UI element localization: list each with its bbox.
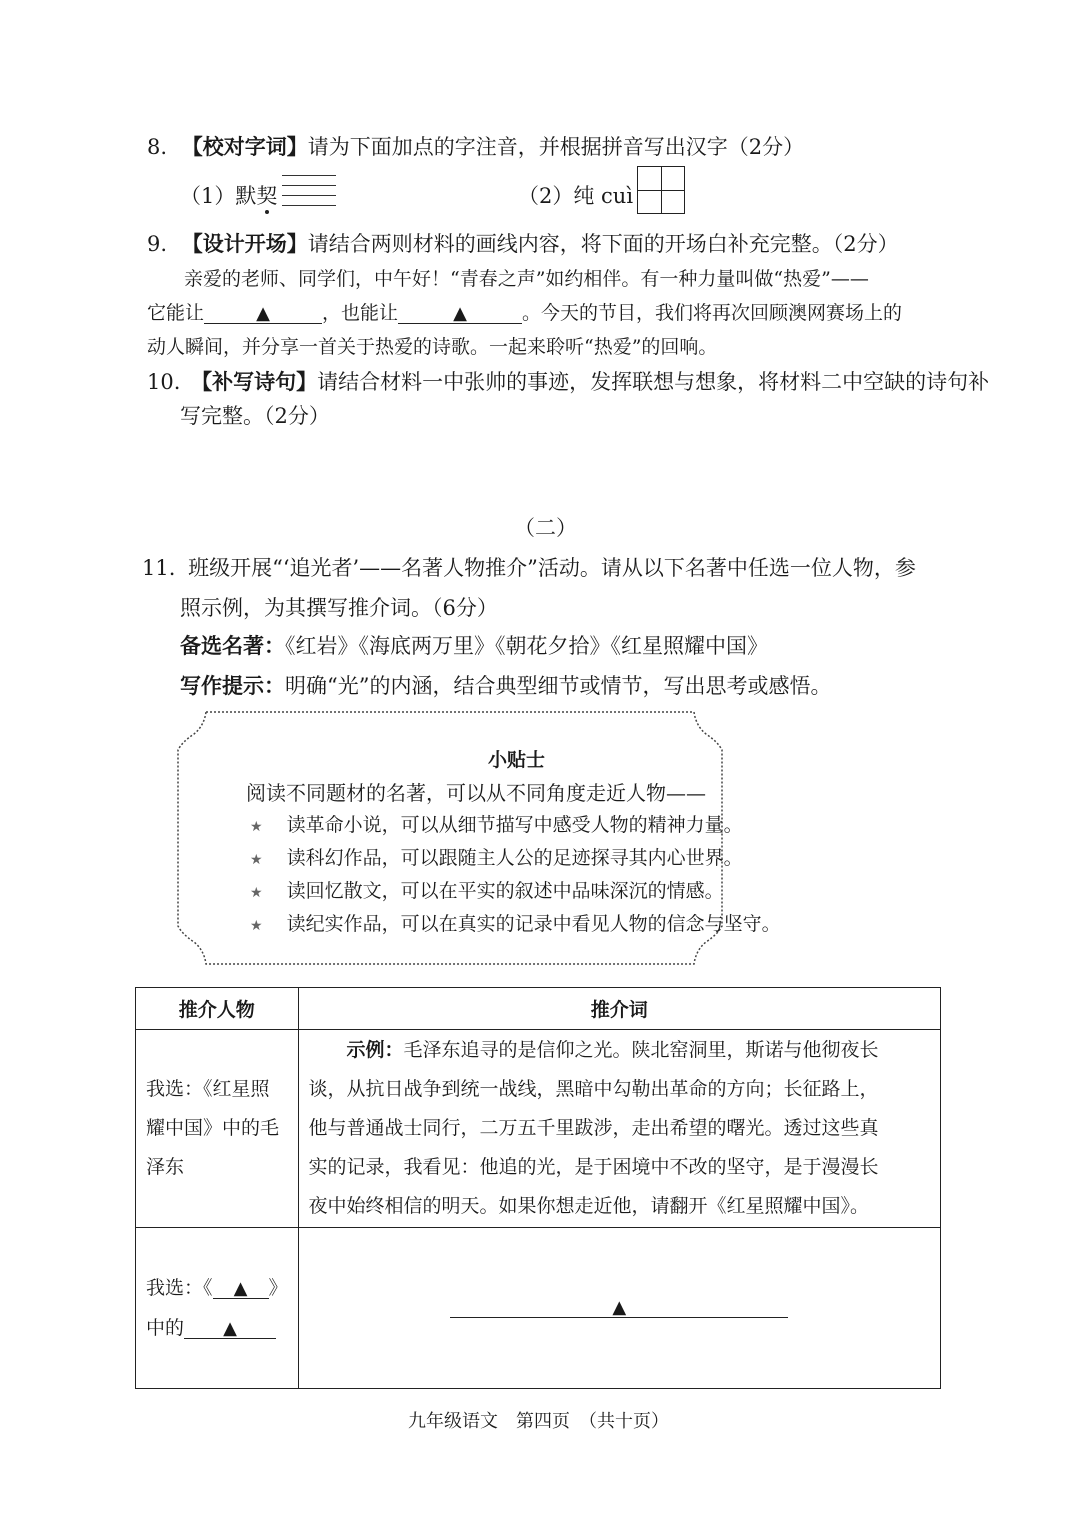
q10-number: 10. bbox=[147, 370, 181, 394]
example-intro-line: 他与普通战士同行，二万五千里跋涉，走出希望的曙光。透过这些真 bbox=[308, 1117, 879, 1139]
q8-line bbox=[147, 131, 804, 161]
tips-item-text: 读回忆散文，可以在平实的叙述中品味深沉的情感。 bbox=[286, 880, 724, 902]
col-header-intro-label: 推介词 bbox=[590, 999, 648, 1021]
pinyin-answer-lines[interactable] bbox=[282, 173, 336, 211]
example-intro-cell bbox=[298, 1030, 940, 1228]
q8-item1-label: （1）默 bbox=[180, 184, 257, 208]
q8-item2-label: （2）纯 cuì bbox=[518, 184, 634, 208]
q9-opening-line1: 亲爱的老师、同学们，中午好！“青春之声”如约相伴。有一种力量叫做“热爱”—— bbox=[184, 268, 869, 290]
table-row-example bbox=[136, 1030, 941, 1228]
answer-intro-cell bbox=[298, 1228, 940, 1389]
recommendation-table bbox=[135, 987, 941, 1389]
star-icon: ★ bbox=[250, 852, 263, 868]
example-person-line: 耀中国》中的毛 bbox=[146, 1117, 280, 1139]
answer-book-blank[interactable] bbox=[213, 1279, 269, 1299]
example-person-line: 我选：《红星照 bbox=[146, 1078, 270, 1100]
q8-dotted-char: 契 bbox=[256, 184, 278, 208]
q9-text: 请结合两则材料的画线内容，将下面的开场白补充完整。（2分） bbox=[307, 232, 899, 256]
col-header-person bbox=[136, 988, 299, 1030]
answer-book-line bbox=[146, 1268, 288, 1308]
tianzi-grid-box[interactable] bbox=[637, 166, 685, 214]
tips-title: 小贴士 bbox=[488, 749, 546, 771]
books-list: 《红岩》《海底两万里》《朝花夕拾》《红星照耀中国》 bbox=[285, 634, 768, 658]
answer-book-prefix: 我选：《 bbox=[146, 1277, 213, 1299]
section-title: （二） bbox=[514, 516, 577, 540]
q9-line2-a: 它能让 bbox=[147, 302, 205, 324]
example-intro-text: 毛泽东追寻的是信仰之光。陕北窑洞里，斯诺与他彻夜长 bbox=[403, 1039, 879, 1061]
q8-text: 请为下面加点的字注音，并根据拼音写出汉字（2分） bbox=[307, 135, 805, 159]
q8-item1 bbox=[180, 180, 277, 210]
q11-books bbox=[180, 630, 768, 660]
tips-item bbox=[250, 876, 724, 903]
hint-text: 明确“光”的内涵，结合典型细节或情节，写出思考或感悟。 bbox=[285, 674, 832, 698]
example-intro-line bbox=[309, 1031, 930, 1070]
q10-line bbox=[147, 366, 989, 396]
triangle-mark-icon: ▲ bbox=[612, 1297, 627, 1318]
example-intro bbox=[309, 1031, 930, 1226]
tips-item-text: 读革命小说，可以从细节描写中感受人物的精神力量。 bbox=[286, 814, 743, 836]
q11-text1: 班级开展“‘追光者’——名著人物推介”活动。请从以下名著中任选一位人物，参 bbox=[188, 556, 916, 580]
q11-text2: 照示例，为其撰写推介词。（6分） bbox=[180, 596, 498, 620]
q9-line2-c: 。今天的节目，我们将再次回顾澳网赛场上的 bbox=[522, 302, 903, 324]
q11-line1 bbox=[142, 552, 916, 582]
tips-item bbox=[250, 843, 743, 870]
q11-number: 11. bbox=[142, 556, 176, 580]
example-intro-line: 实的记录，我看见：他追的光，是于困境中不改的坚守，是于漫漫长 bbox=[308, 1156, 879, 1178]
table-header-row bbox=[136, 988, 941, 1030]
answer-book-suffix: 》 bbox=[268, 1277, 288, 1299]
q9-opening-line3: 动人瞬间，并分享一首关于热爱的诗歌。一起来聆听“热爱”的回响。 bbox=[147, 336, 718, 358]
q9-blank-1[interactable] bbox=[204, 304, 322, 324]
q9-tag: 【设计开场】 bbox=[181, 232, 308, 256]
triangle-mark-icon: ▲ bbox=[223, 1318, 237, 1339]
answer-person-blank[interactable] bbox=[184, 1319, 276, 1339]
answer-person bbox=[146, 1268, 288, 1348]
example-intro-line: 谈，从抗日战争到统一战线，黑暗中勾勒出革命的方向；长征路上， bbox=[308, 1078, 879, 1100]
answer-person-prefix: 中的 bbox=[146, 1317, 185, 1339]
tips-item-text: 读纪实作品，可以在真实的记录中看见人物的信念与坚守。 bbox=[286, 913, 781, 935]
books-label: 备选名著： bbox=[180, 634, 285, 658]
answer-intro-blank[interactable] bbox=[450, 1299, 788, 1318]
q9-line bbox=[147, 228, 899, 258]
tips-item bbox=[250, 810, 743, 837]
q8-number: 8. bbox=[147, 135, 168, 159]
answer-person-cell bbox=[136, 1228, 299, 1389]
q10-text2: 写完整。（2分） bbox=[180, 404, 330, 428]
triangle-mark-icon: ▲ bbox=[453, 303, 467, 324]
q9-opening-line2 bbox=[147, 298, 902, 325]
table-row-answer bbox=[136, 1228, 941, 1389]
hint-label: 写作提示： bbox=[180, 674, 285, 698]
tips-item-text: 读科幻作品，可以跟随主人公的足迹探寻其内心世界。 bbox=[286, 847, 743, 869]
q10-tag: 【补写诗句】 bbox=[191, 370, 318, 394]
triangle-mark-icon: ▲ bbox=[233, 1278, 248, 1299]
tips-item bbox=[250, 909, 781, 936]
example-person-cell bbox=[136, 1030, 299, 1228]
q8-tag: 【校对字词】 bbox=[181, 135, 308, 159]
answer-person-line bbox=[146, 1308, 288, 1348]
col-header-intro bbox=[298, 988, 940, 1030]
q9-number: 9. bbox=[147, 232, 168, 256]
example-intro-line: 夜中始终相信的明天。如果你想走近他，请翻开《红星照耀中国》。 bbox=[308, 1195, 870, 1217]
q9-line2-b: ，也能让 bbox=[322, 302, 399, 324]
example-person-line: 泽东 bbox=[146, 1156, 185, 1178]
q10-text: 请结合材料一中张帅的事迹，发挥联想与想象，将材料二中空缺的诗句补 bbox=[317, 370, 990, 394]
triangle-mark-icon: ▲ bbox=[256, 303, 270, 324]
example-person bbox=[146, 1070, 288, 1187]
example-label: 示例： bbox=[346, 1039, 404, 1061]
page-footer: 九年级语文 第四页 （共十页） bbox=[408, 1411, 669, 1432]
col-header-person-label: 推介人物 bbox=[178, 999, 255, 1021]
q11-hint bbox=[180, 670, 831, 700]
star-icon: ★ bbox=[250, 819, 263, 835]
star-icon: ★ bbox=[250, 918, 263, 934]
q9-blank-2[interactable] bbox=[398, 304, 522, 324]
star-icon: ★ bbox=[250, 885, 263, 901]
tips-intro: 阅读不同题材的名著，可以从不同角度走近人物—— bbox=[246, 781, 706, 805]
